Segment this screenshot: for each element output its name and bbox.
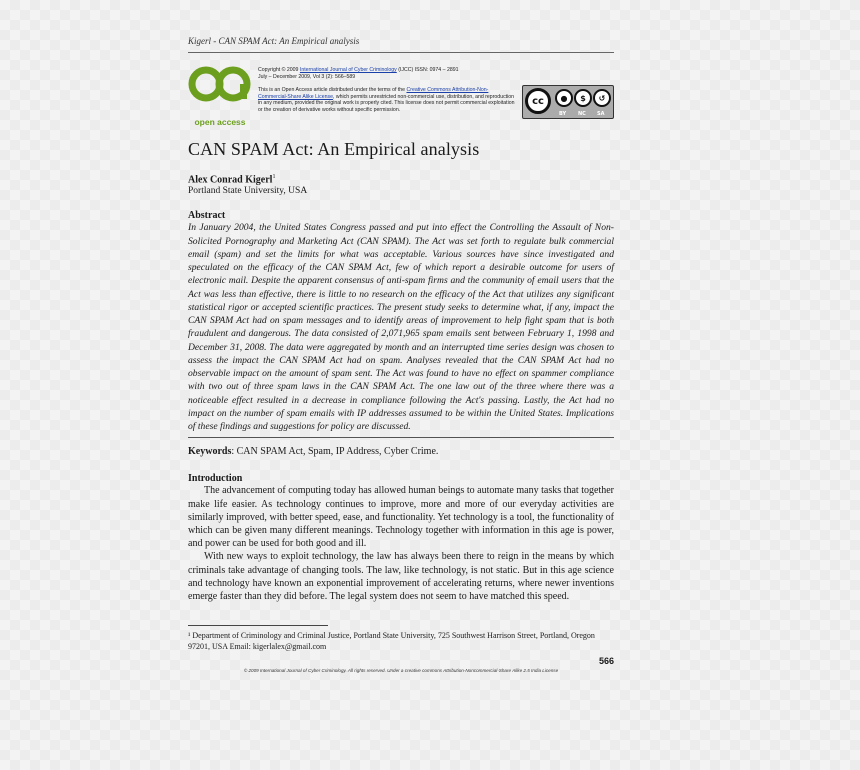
intro-paragraph-2: With new ways to exploit technology, the law has always been there to reign in the means by which criminals take advantage of changing tools. The law, like technology, is not static. But in this age science and technology have known an exponential improvement of accelerating returns, where newer inventions emerge faster than they did before. The legal system does not seem to have matched this speed. bbox=[188, 551, 614, 602]
cc-icon: cc bbox=[525, 88, 551, 114]
cc-by-label: BY bbox=[559, 111, 567, 117]
attribution-icon: ● bbox=[555, 89, 573, 107]
abstract-heading: Abstract bbox=[188, 210, 226, 222]
open-access-header bbox=[188, 65, 614, 125]
noncommercial-icon: $ bbox=[574, 89, 592, 107]
open-access-logo bbox=[188, 65, 252, 127]
author-footnote-mark: 1 bbox=[272, 174, 276, 180]
open-access-label: open access bbox=[194, 117, 246, 127]
paper-title: CAN SPAM Act: An Empirical analysis bbox=[188, 139, 480, 159]
footnote: ¹ Department of Criminology and Criminal Justice, Portland State University, 725 Southwest Harrison Street, Portland, Oregon 97201, USA Email: kigerlalex@gmail.com bbox=[188, 631, 595, 652]
cc-nc-label: NC bbox=[578, 111, 586, 117]
document-page bbox=[188, 36, 614, 673]
page-number: 566 bbox=[598, 656, 614, 667]
abstract-text: In January 2004, the United States Congress passed and put into effect the Controlling the Assault of Non-Solicited Pornography and Marketing Act (CAN SPAM). The Act was set forth to regulate bulk commercial email (spam) and set the limits for what was acceptable. Various sources have since investigated and speculated on the efficacy of the CAN SPAM Act, few of which report a desirable outcome for users of electronic mail. Despite the apparent consensus of anti-spam firms and the community of email users that the Act was less than effective, there is little to no research on the efficacy of the Act that utilizes any significant statistical rigor or accepted scientific practices. The present study seeks to determine what, if any, impact the CAN SPAM Act had on spam messages and to identify areas of improvement to help fight spam that is both fraudulent and dangerous. The data consisted of 2,071,965 spam emails sent between February 1, 1998 and December 31, 2008. The data were aggregated by month and an interrupted time series design was chosen to assess the impact the CAN SPAM Act had on spam. Analyses revealed that the CAN SPAM Act had no observable impact on the amount of spam sent. The Act was found to have no effect on spammer compliance with two out of three spam laws in the CAN SPAM Act. The one law out of the three where there was a noticeable effect resulted in a decrease in compliance following the Act's passing. Lastly, the Act had no impact on the number of spam emails with IP addresses assumed to be within the United States. Implications of these findings and suggestions for policy are discussed. bbox=[188, 222, 614, 433]
running-header: Kigerl - CAN SPAM Act: An Empirical analysis bbox=[188, 36, 614, 53]
issue-info: July – December 2009, Vol 3 (2): 566–589 bbox=[258, 73, 356, 80]
creative-commons-badge bbox=[522, 85, 614, 119]
copyright-block: Copyright © 2009 International Journal of Cyber Criminology (IJCC) ISSN: 0974 – 2891 July – December 2009, Vol 3 (2): 566–589 This is an Open Access article distributed under the terms of the Creative Commons Attribution-Non-Commercial-Share Alike License, which permits unrestricted non-commercial use, distribution, and reproduction in any medium, provided the original work is properly cited. This license does not permit commercial exploitation or the creation of derivative works without specific permission. bbox=[258, 67, 515, 113]
author-affiliation: Portland State University, USA bbox=[188, 186, 308, 197]
author-name: Alex Conrad Kigerl$^1$ bbox=[188, 174, 276, 186]
keywords: Keywords: CAN SPAM Act, Spam, IP Address, Cyber Crime. bbox=[188, 446, 439, 458]
copyright-footer: © 2009 International Journal of Cyber Criminology. All rights reserved. Under a creative commons Attribution-Noncommercial-Share Alike 2.5 India License bbox=[243, 668, 559, 674]
intro-paragraph-1: The advancement of computing today has allowed human beings to automate many tasks that together make life easier. As technology continues to improve, more and more of our everyday activities are similarly improved, with better speed, ease, and functionality. Yet technology is a tool, the functionality of which can be given many different meanings. Technology together with information in this age is power, and power can be used for both good and ill. bbox=[188, 485, 614, 550]
journal-link[interactable]: International Journal of Cyber Criminology bbox=[299, 67, 397, 73]
sharealike-icon: ↺ bbox=[593, 89, 611, 107]
introduction-heading: Introduction bbox=[188, 473, 243, 485]
abstract-divider bbox=[188, 437, 614, 438]
cc-sa-label: SA bbox=[597, 111, 605, 117]
open-access-icon bbox=[188, 65, 252, 119]
license-link[interactable]: Creative Commons Attribution-Non-Commercial-Share Alike License bbox=[258, 87, 489, 100]
footnote-divider bbox=[188, 625, 328, 626]
